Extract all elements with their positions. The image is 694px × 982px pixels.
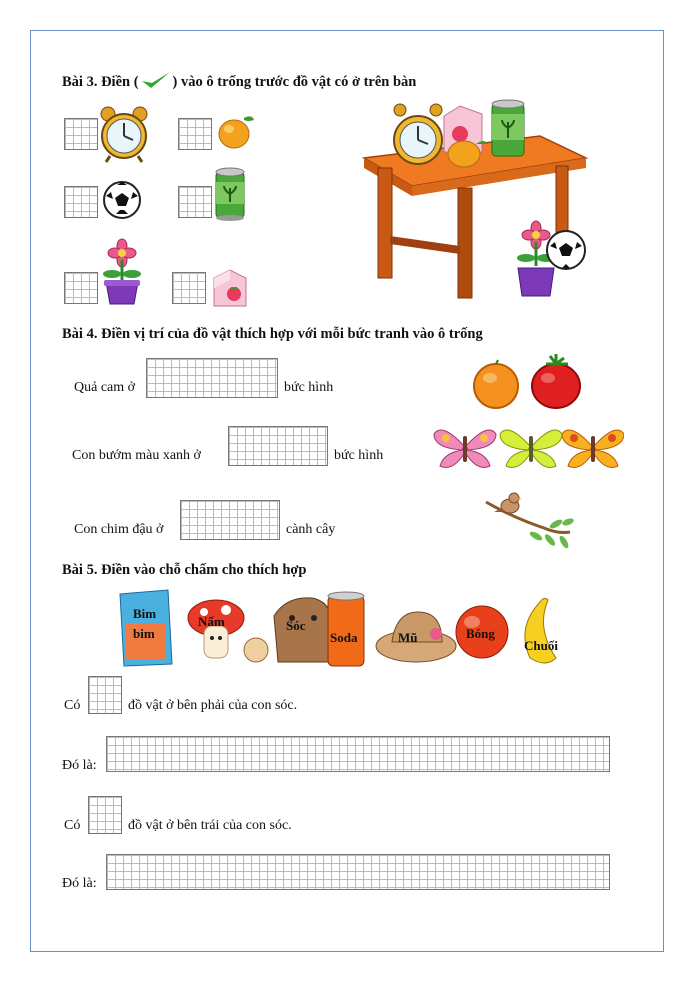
answer-box-clock[interactable]: [64, 118, 98, 150]
right-count-suffix: đồ vật ở bên phải của con sóc.: [128, 698, 298, 713]
q3-answer-grid[interactable]: [180, 500, 280, 540]
items-row-illustration: [116, 588, 576, 668]
item-bim-bim: [133, 604, 163, 644]
left-count-prefix: Có: [64, 818, 81, 833]
right-count-prefix: Có: [64, 698, 81, 713]
exercise-4-title: Bài 4. Điền vị trí của đồ vật thích hợp với mỗi bức tranh vào ô trống: [62, 326, 483, 342]
answer-box-mango[interactable]: [178, 118, 212, 150]
q3-suffix: cành cây: [286, 522, 336, 537]
butterflies-picture: [432, 422, 624, 474]
right-answer-grid[interactable]: [106, 736, 610, 772]
checkmark-icon: [139, 70, 173, 90]
item-soda: Soda: [330, 630, 358, 645]
q1-prefix: Quả cam ở: [74, 380, 136, 395]
q2-prefix: Con bướm màu xanh ở: [72, 448, 201, 463]
orange-tomato-picture: [470, 352, 586, 412]
q1-answer-grid[interactable]: [146, 358, 278, 398]
left-answer-grid[interactable]: [106, 854, 610, 890]
q1-suffix: bức hình: [284, 380, 334, 395]
soccer-ball-icon: [102, 180, 142, 220]
alarm-clock-icon: [98, 104, 150, 164]
answer-box-flower[interactable]: [64, 272, 98, 304]
exercise-5-title: Bài 5. Điền vào chỗ chấm cho thích hợp: [62, 562, 307, 578]
flower-pot-icon: [100, 238, 144, 308]
left-count-box[interactable]: [88, 796, 122, 834]
exercise-3-title-suffix: ) vào ô trống trước đồ vật có ở trên bàn: [172, 74, 417, 90]
left-count-suffix: đồ vật ở bên trái của con sóc.: [128, 818, 292, 833]
item-bim-bim-label: Bim bim: [133, 606, 157, 641]
answer-box-can[interactable]: [178, 186, 212, 218]
milk-carton-icon: [208, 266, 252, 310]
answer-box-ball[interactable]: [64, 186, 98, 218]
soda-can-icon: [214, 166, 246, 222]
left-answer-label: Đó là:: [62, 876, 97, 891]
item-bong: Bóng: [466, 626, 495, 641]
table-scene-illustration: [360, 96, 592, 306]
item-chuoi: Chuối: [524, 638, 558, 653]
exercise-3-title: [62, 70, 416, 91]
q3-prefix: Con chim đậu ở: [74, 522, 164, 537]
item-nam: Nấm: [198, 614, 225, 629]
right-count-box[interactable]: [88, 676, 122, 714]
mango-icon: [214, 112, 256, 152]
q2-answer-grid[interactable]: [228, 426, 328, 466]
item-soc: Sóc: [286, 618, 306, 633]
q2-suffix: bức hình: [334, 448, 384, 463]
answer-box-milk[interactable]: [172, 272, 206, 304]
item-mu: Mũ: [398, 630, 418, 645]
bird-on-branch-picture: [484, 488, 574, 550]
exercise-3-title-prefix: Bài 3. Điền (: [62, 74, 139, 90]
right-answer-label: Đó là:: [62, 758, 97, 773]
